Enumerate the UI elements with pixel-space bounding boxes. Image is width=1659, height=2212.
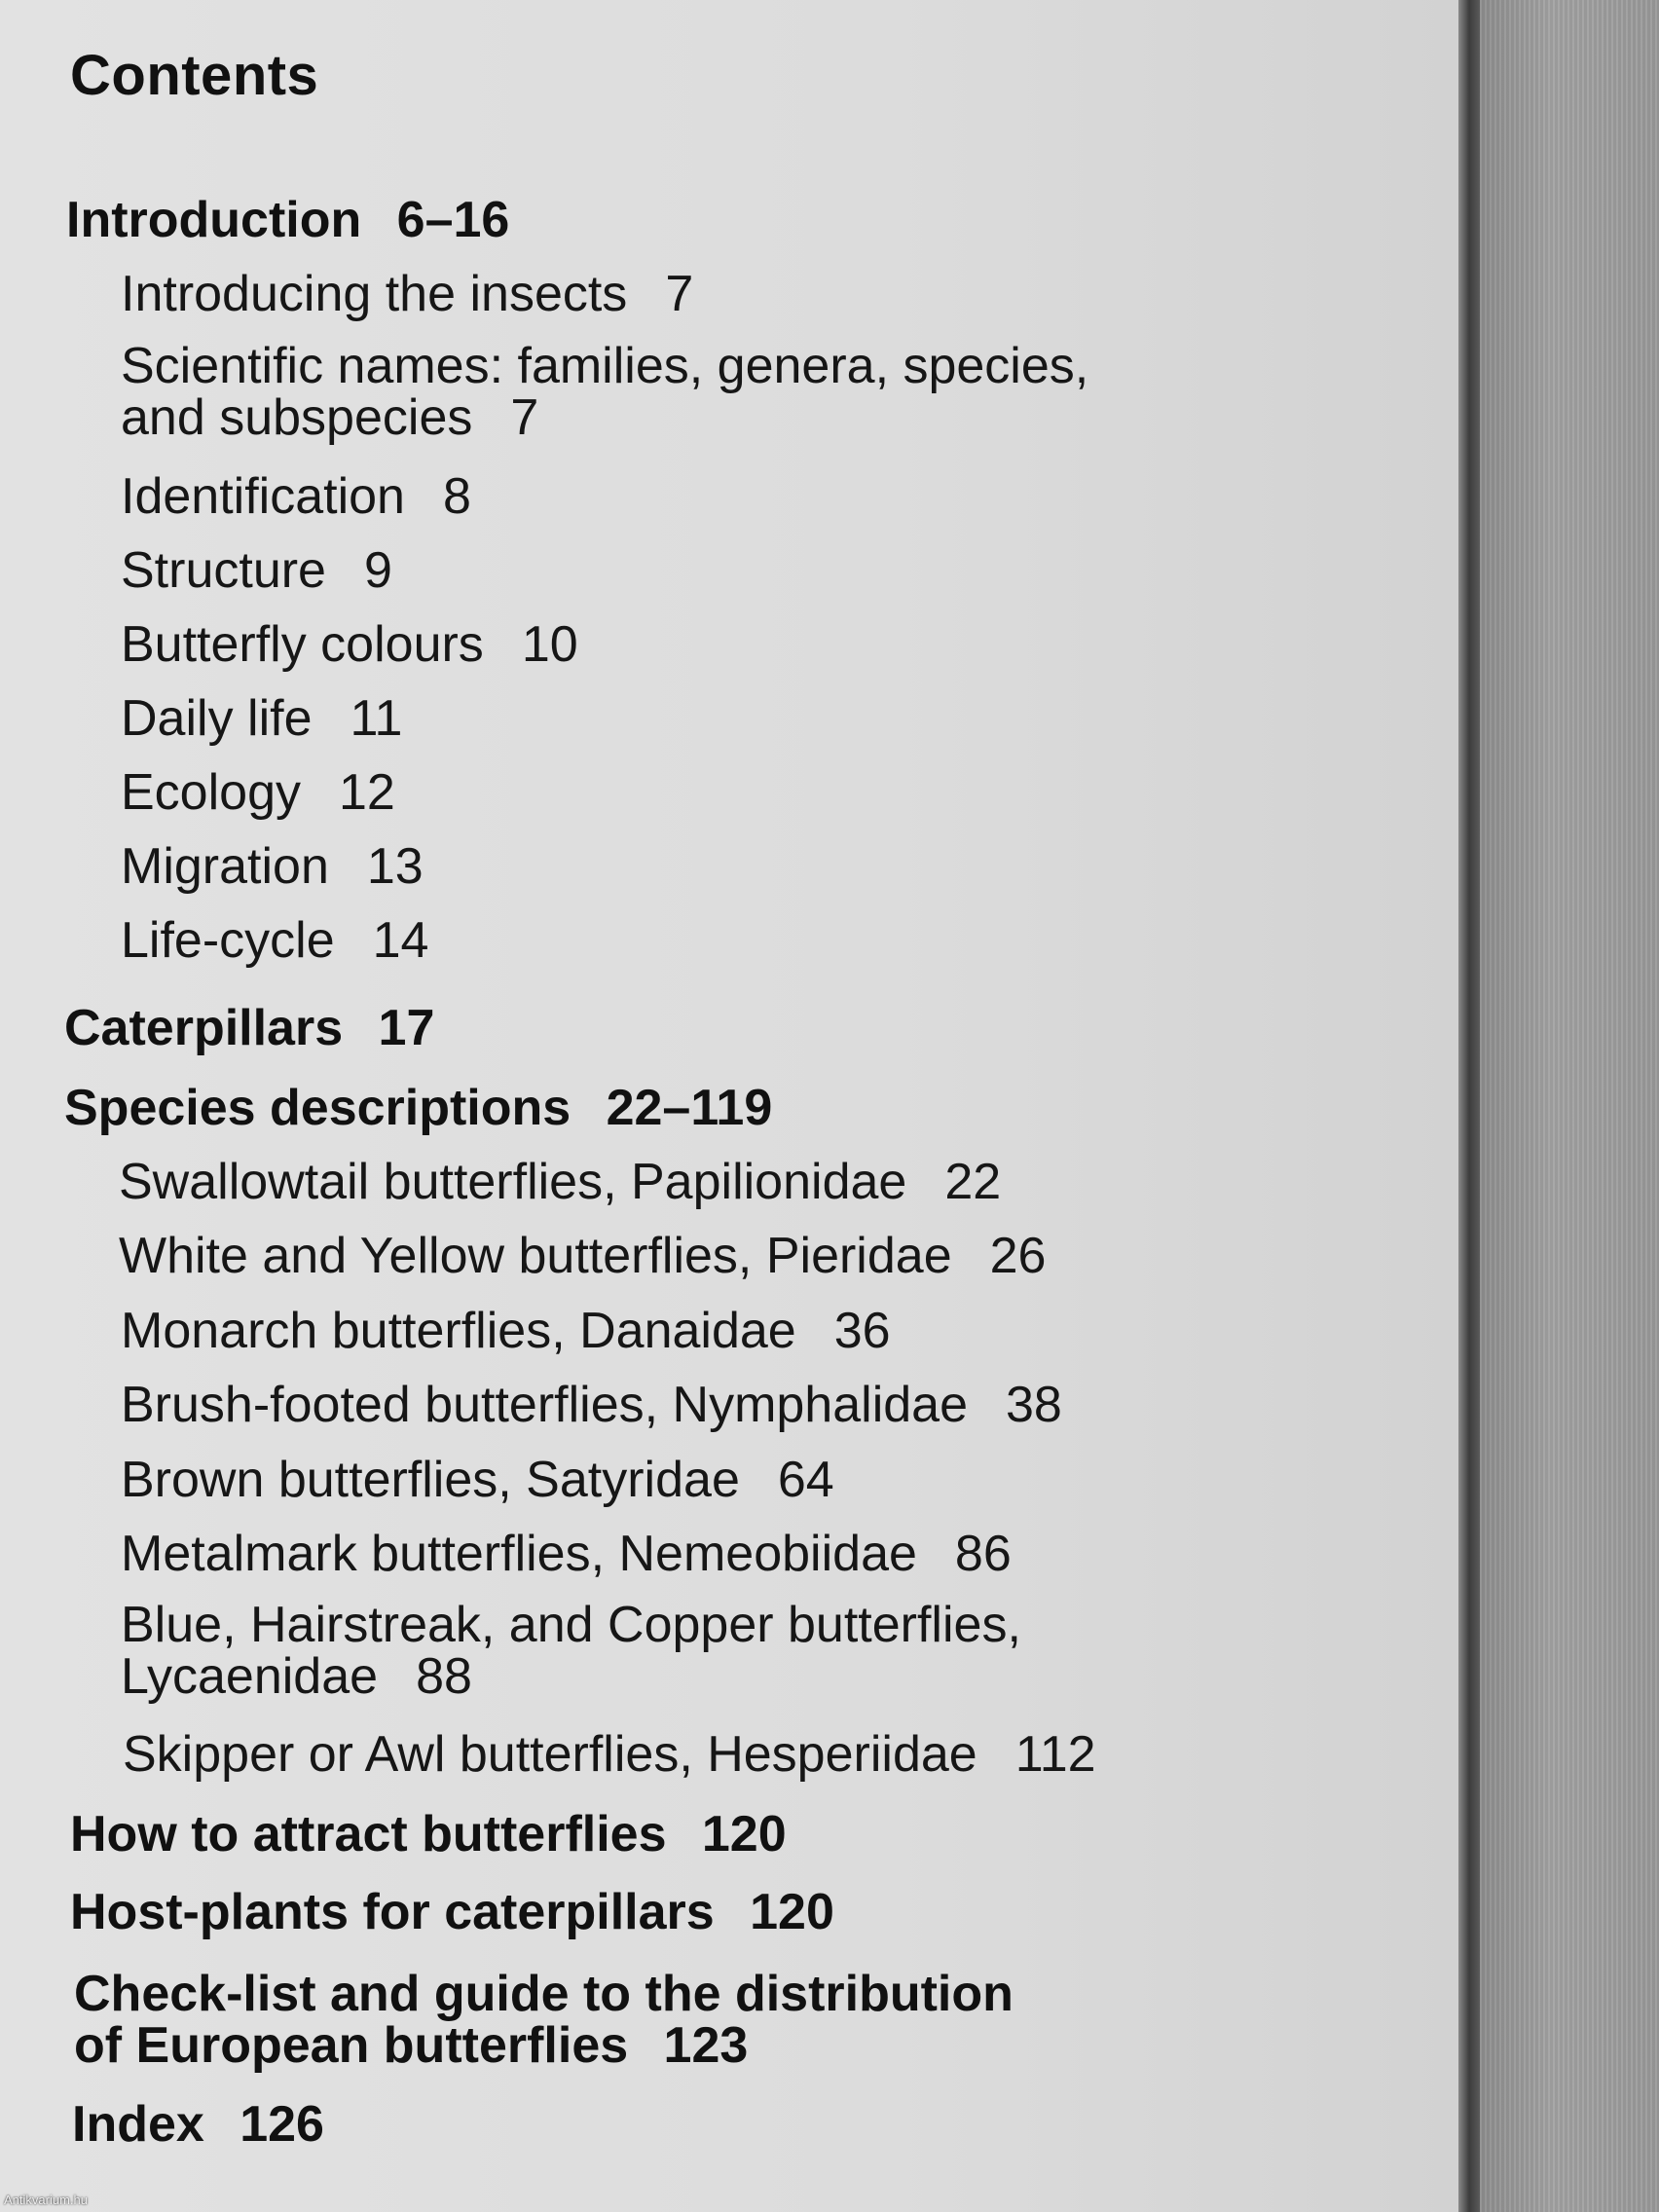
toc-entry-swallowtail [119,1154,1002,1210]
toc-entry-page: 7 [665,266,694,322]
toc-entry-host-plants [70,1884,834,1940]
toc-entry-title: White and Yellow butterflies, Pieridae [119,1228,952,1284]
toc-entry-title: Check-list and guide to the distribution [74,1966,1014,2022]
toc-entry-title: Brush-footed butterflies, Nymphalidae [121,1377,969,1433]
toc-entry-title: How to attract butterflies [70,1806,667,1862]
toc-entry-title: Introducing the insects [121,266,628,322]
toc-entry-daily-life [121,690,403,747]
toc-entry-page: 86 [954,1526,1012,1582]
toc-entry-title: Skipper or Awl butterflies, Hesperiidae [123,1726,977,1783]
toc-entry-page: 9 [363,542,392,599]
toc-entry-title: Species descriptions [64,1080,571,1136]
toc-entry-structure [121,542,392,599]
toc-entry-page: 22–119 [606,1080,773,1136]
toc-entry-page: 6–16 [396,192,510,248]
toc-entry-page: 112 [1014,1726,1096,1783]
toc-entry-title: Identification [121,468,405,525]
toc-entry-title: Metalmark butterflies, Nemeobiidae [121,1526,917,1582]
toc-entry-page: 88 [416,1648,472,1706]
toc-entry-title: Caterpillars [64,1000,344,1056]
toc-entry-caterpillars [64,1000,435,1056]
toc-entry-metalmark [121,1526,1012,1582]
toc-entry-title-continued: of European butterflies [74,2017,629,2075]
toc-entry-introducing-the-insects [121,266,694,322]
toc-entry-page: 13 [366,838,424,895]
toc-entry-page: 120 [701,1806,787,1862]
toc-entry-title: Brown butterflies, Satyridae [121,1452,740,1508]
toc-entry-page: 12 [339,764,395,821]
toc-entry-title: Structure [121,542,326,599]
toc-entry-page: 123 [663,2017,749,2075]
toc-entry-title: Introduction [66,192,362,248]
toc-entry-title: Butterfly colours [121,616,484,673]
page-title: Contents [70,44,319,107]
toc-entry-page: 126 [240,2096,324,2153]
toc-entry-species-descriptions [64,1080,773,1136]
toc-entry-skipper [123,1726,1096,1783]
toc-entry-migration [121,838,424,895]
toc-entry-butterfly-colours [121,616,578,673]
toc-entry-page: 11 [350,690,403,747]
toc-entry-title: Blue, Hairstreak, and Copper butterflies, [121,1597,1021,1653]
watermark: Antikvarium.hu [4,2193,88,2207]
toc-entry-title-continued: Lycaenidae [121,1648,379,1706]
toc-entry-page: 22 [944,1154,1002,1210]
toc-entry-page: 8 [442,468,471,525]
toc-entry-page: 10 [521,616,578,673]
toc-entry-title: Host-plants for caterpillars [70,1884,715,1940]
toc-entry-blue-hairstreak-copper [121,1597,1021,1706]
toc-entry-title: Migration [121,838,329,895]
toc-entry-brush-footed [121,1377,1062,1433]
toc-entry-check-list [74,1966,1014,2075]
book-spine [1458,0,1480,2212]
toc-entry-brown [121,1452,834,1508]
toc-entry-index [72,2096,324,2153]
toc-entry-title: Monarch butterflies, Danaidae [121,1303,796,1359]
toc-entry-title: Daily life [121,690,313,747]
toc-entry-page: 7 [510,389,539,447]
toc-entry-ecology [121,764,395,821]
toc-entry-page: 36 [833,1303,891,1359]
book-cover-edge [1480,0,1659,2212]
toc-entry-title: Ecology [121,764,301,821]
toc-entry-how-to-attract [70,1806,787,1862]
toc-entry-page: 14 [372,912,429,969]
toc-entry-life-cycle [121,912,429,969]
toc-entry-page: 26 [989,1228,1047,1284]
toc-entry-scientific-names [121,338,1089,447]
toc-entry-page: 64 [777,1452,834,1508]
toc-entry-white-and-yellow [119,1228,1047,1284]
toc-entry-title: Swallowtail butterflies, Papilionidae [119,1154,907,1210]
toc-entry-title-continued: and subspecies [121,389,473,447]
toc-entry-identification [121,468,471,525]
toc-entry-title: Scientific names: families, genera, species, [121,338,1089,394]
toc-entry-title: Index [72,2096,204,2153]
toc-entry-introduction [66,192,510,248]
toc-entry-monarch [121,1303,891,1359]
toc-entry-title: Life-cycle [121,912,335,969]
toc-entry-page: 17 [378,1000,435,1056]
toc-entry-page: 38 [1006,1377,1062,1433]
toc-entry-page: 120 [750,1884,834,1940]
